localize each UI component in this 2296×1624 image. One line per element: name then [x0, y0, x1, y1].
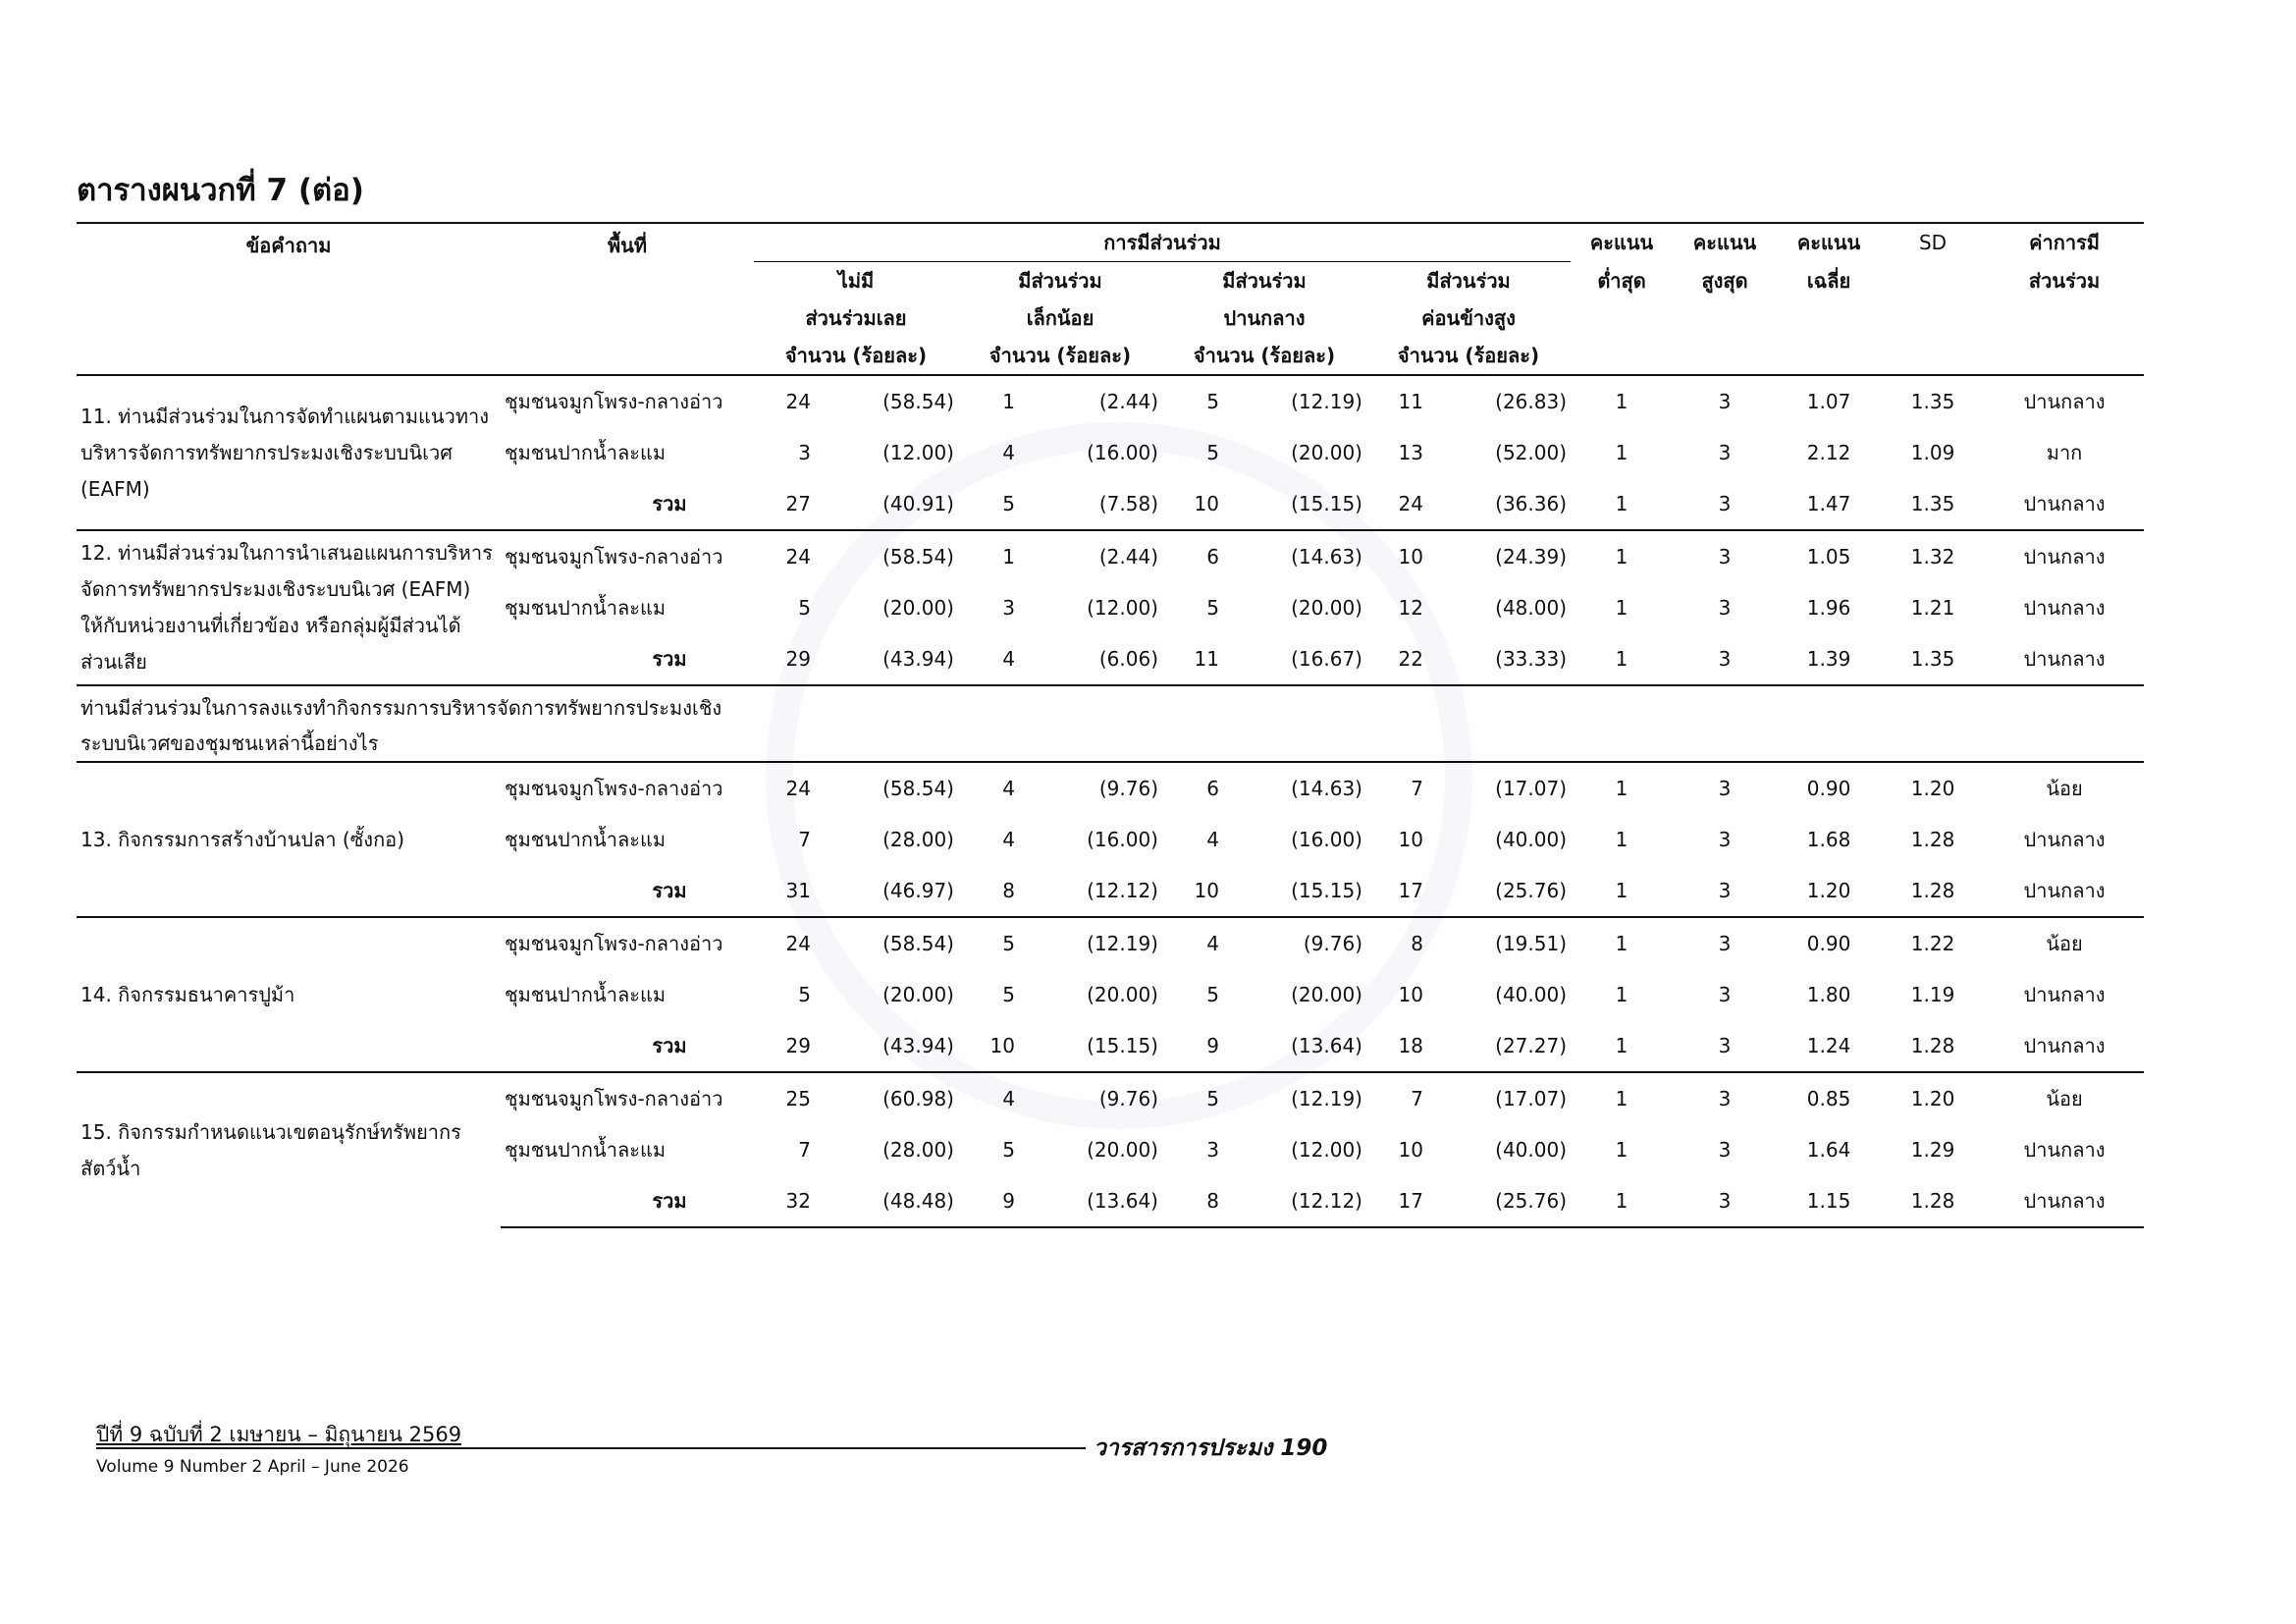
sd-cell: 1.28	[1881, 1175, 1985, 1227]
min-cell: 1	[1615, 828, 1629, 851]
level-cell: ปานกลาง	[1985, 1175, 2144, 1227]
count-cell: 6	[1162, 530, 1223, 582]
min-cell: 1	[1615, 441, 1629, 464]
area-cell: ชุมชนจมูกโพรง-กลางอ่าว	[501, 530, 754, 582]
percent-cell: (46.97)	[882, 879, 954, 902]
count-cell: 4	[958, 762, 1019, 814]
count-cell: 10	[1194, 879, 1219, 902]
max-cell: 3	[1718, 983, 1732, 1006]
sd-cell: 1.19	[1910, 983, 1955, 1006]
area-cell: ชุมชนปากน้ำละแม	[505, 828, 667, 851]
min-cell: 1	[1571, 1072, 1673, 1124]
count-cell: 5	[1162, 375, 1223, 427]
level-cell: น้อย	[1985, 917, 2144, 969]
min-cell: 1	[1615, 1138, 1629, 1162]
level-cell: ปานกลาง	[2023, 647, 2106, 671]
sd-cell: 1.28	[1910, 879, 1955, 902]
sd-cell: 1.35	[1910, 492, 1955, 515]
footer-journal: วารสารการประมง 190	[1094, 1435, 1328, 1461]
percent-cell: (2.44)	[1019, 375, 1162, 427]
question-cell: 13. กิจกรรมการสร้างบ้านปลา (ซั้งกอ)	[77, 762, 501, 917]
count-cell: 4	[1162, 917, 1223, 969]
count-cell: 5	[1206, 596, 1219, 620]
sd-cell: 1.09	[1910, 441, 1955, 464]
min-cell: 1	[1571, 1175, 1673, 1227]
area-cell: ชุมชนปากน้ำละแม	[505, 1138, 667, 1162]
max-cell: 3	[1673, 762, 1777, 814]
count-cell: 4	[1002, 441, 1015, 464]
header-col2-l3: จำนวน (ร้อยละ)	[988, 344, 1132, 367]
count-cell: 17	[1398, 879, 1423, 902]
header-col4-l1: มีส่วนร่วม	[1426, 269, 1511, 293]
percent-cell: (12.12)	[1087, 879, 1158, 902]
percent-cell: (15.15)	[1291, 492, 1362, 515]
percent-cell: (20.00)	[1087, 983, 1158, 1006]
sd-cell: 1.20	[1881, 1072, 1985, 1124]
header-participation: การมีส่วนร่วม	[754, 223, 1571, 262]
level-cell: ปานกลาง	[1985, 375, 2144, 427]
max-cell: 3	[1673, 1072, 1777, 1124]
count-cell: 1	[958, 530, 1019, 582]
percent-cell: (48.00)	[1495, 596, 1568, 620]
percent-cell: (20.00)	[882, 596, 954, 620]
note-text: ท่านมีส่วนร่วมในการลงแรงทำกิจกรรมการบริหารจัดการทรัพยากรประมงเชิงระบบนิเวศของชุมชนเหล่านี้อย่างไร	[80, 696, 722, 755]
percent-cell: (52.00)	[1495, 441, 1568, 464]
header-col4-l3: จำนวน (ร้อยละ)	[1397, 344, 1540, 367]
percent-cell: (12.19)	[1019, 917, 1162, 969]
max-cell: 3	[1718, 1138, 1732, 1162]
area-cell: ชุมชนจมูกโพรง-กลางอ่าว	[501, 375, 754, 427]
count-cell: 31	[785, 879, 811, 902]
percent-cell: (6.06)	[1098, 647, 1158, 671]
count-cell: 1	[958, 375, 1019, 427]
percent-cell: (12.00)	[1087, 596, 1158, 620]
percent-cell: (27.27)	[1495, 1034, 1568, 1057]
area-cell: ชุมชนจมูกโพรง-กลางอ่าว	[501, 762, 754, 814]
count-cell: 11	[1366, 375, 1427, 427]
count-cell: 4	[1206, 828, 1219, 851]
percent-cell: (58.54)	[815, 917, 958, 969]
area-cell: รวม	[652, 647, 687, 671]
percent-cell: (7.58)	[1098, 492, 1158, 515]
percent-cell: (58.54)	[815, 375, 958, 427]
level-cell: ปานกลาง	[2023, 828, 2106, 851]
percent-cell: (40.00)	[1495, 983, 1568, 1006]
percent-cell: (12.00)	[882, 441, 954, 464]
area-cell: ชุมชนจมูกโพรง-กลางอ่าว	[501, 1072, 754, 1124]
mean-cell: 1.68	[1806, 828, 1851, 851]
level-cell: ปานกลาง	[2023, 879, 2106, 902]
count-cell: 5	[1002, 492, 1015, 515]
percent-cell: (20.00)	[1087, 1138, 1158, 1162]
header-mean-l2: เฉลี่ย	[1806, 268, 1851, 293]
count-cell: 10	[1398, 828, 1423, 851]
count-cell: 8	[1162, 1175, 1223, 1227]
percent-cell: (14.63)	[1223, 530, 1366, 582]
area-cell: ชุมชนปากน้ำละแม	[505, 983, 667, 1006]
count-cell: 27	[785, 492, 811, 515]
header-max-l1: คะแนน	[1673, 223, 1777, 262]
count-cell: 5	[1162, 1072, 1223, 1124]
count-cell: 12	[1398, 596, 1423, 620]
sd-cell: 1.29	[1910, 1138, 1955, 1162]
header-col1-l2: ส่วนร่วมเลย	[805, 306, 907, 330]
min-cell: 1	[1615, 647, 1629, 671]
sd-cell: 1.32	[1881, 530, 1985, 582]
mean-cell: 1.24	[1806, 1034, 1851, 1057]
count-cell: 10	[1398, 1138, 1423, 1162]
max-cell: 3	[1718, 879, 1732, 902]
max-cell: 3	[1718, 1034, 1732, 1057]
area-cell: ชุมชนจมูกโพรง-กลางอ่าว	[501, 917, 754, 969]
header-col2-l1: มีส่วนร่วม	[1018, 269, 1102, 293]
percent-cell: (15.15)	[1291, 879, 1362, 902]
count-cell: 5	[798, 983, 811, 1006]
table-body-b	[77, 762, 2144, 1227]
percent-cell: (12.00)	[1291, 1138, 1362, 1162]
count-cell: 32	[754, 1175, 815, 1227]
percent-cell: (20.00)	[882, 983, 954, 1006]
count-cell: 10	[1366, 530, 1427, 582]
level-cell: น้อย	[1985, 1072, 2144, 1124]
count-cell: 22	[1398, 647, 1423, 671]
level-cell: น้อย	[1985, 762, 2144, 814]
count-cell: 9	[1206, 1034, 1219, 1057]
header-col2-l2: เล็กน้อย	[1026, 306, 1095, 330]
mean-cell: 0.90	[1777, 917, 1881, 969]
count-cell: 17	[1366, 1175, 1427, 1227]
header-col3-l2: ปานกลาง	[1223, 306, 1306, 330]
sd-cell: 1.35	[1910, 647, 1955, 671]
percent-cell: (9.76)	[1019, 762, 1162, 814]
footer-issue-en: Volume 9 Number 2 April – June 2026	[96, 1457, 409, 1477]
percent-cell: (16.67)	[1291, 647, 1362, 671]
header-mean-l1: คะแนน	[1777, 223, 1881, 262]
header-col1-l1: ไม่มี	[837, 269, 875, 293]
count-cell: 3	[798, 441, 811, 464]
table-row	[77, 762, 2144, 814]
percent-cell: (40.00)	[1495, 1138, 1568, 1162]
percent-cell: (58.54)	[815, 762, 958, 814]
level-cell: ปานกลาง	[1985, 530, 2144, 582]
max-cell: 3	[1718, 441, 1732, 464]
count-cell: 24	[754, 917, 815, 969]
count-cell: 5	[958, 917, 1019, 969]
level-cell: ปานกลาง	[2023, 983, 2106, 1006]
mean-cell: 1.15	[1777, 1175, 1881, 1227]
count-cell: 10	[1398, 983, 1423, 1006]
percent-cell: (15.15)	[1087, 1034, 1158, 1057]
percent-cell: (14.63)	[1223, 762, 1366, 814]
count-cell: 8	[1002, 879, 1015, 902]
percent-cell: (2.44)	[1019, 530, 1162, 582]
table-row	[77, 530, 2144, 582]
count-cell: 18	[1398, 1034, 1423, 1057]
percent-cell: (19.51)	[1427, 917, 1571, 969]
percent-cell: (13.64)	[1019, 1175, 1162, 1227]
header-col3-l3: จำนวน (ร้อยละ)	[1193, 344, 1336, 367]
count-cell: 7	[798, 1138, 811, 1162]
count-cell: 3	[1206, 1138, 1219, 1162]
table-note	[77, 685, 2144, 762]
sd-cell: 1.21	[1910, 596, 1955, 620]
mean-cell: 1.20	[1806, 879, 1851, 902]
header-area: พื้นที่	[501, 223, 754, 375]
max-cell: 3	[1718, 828, 1732, 851]
level-cell: ปานกลาง	[2023, 1138, 2106, 1162]
question-cell: 14. กิจกรรมธนาคารปูม้า	[77, 917, 501, 1072]
mean-cell: 1.47	[1806, 492, 1851, 515]
mean-cell: 2.12	[1806, 441, 1851, 464]
table-header	[77, 223, 2144, 375]
area-cell: รวม	[501, 1175, 754, 1227]
sd-cell: 1.28	[1910, 1034, 1955, 1057]
count-cell: 5	[1002, 983, 1015, 1006]
level-cell: ปานกลาง	[2023, 492, 2106, 515]
level-cell: มาก	[2046, 441, 2083, 464]
percent-cell: (16.00)	[1087, 828, 1158, 851]
percent-cell: (48.48)	[815, 1175, 958, 1227]
percent-cell: (17.07)	[1427, 762, 1571, 814]
percent-cell: (26.83)	[1427, 375, 1571, 427]
count-cell: 4	[958, 1072, 1019, 1124]
percent-cell: (12.19)	[1223, 1072, 1366, 1124]
max-cell: 3	[1673, 1175, 1777, 1227]
count-cell: 24	[1398, 492, 1423, 515]
count-cell: 29	[785, 647, 811, 671]
header-level-l2: ส่วนร่วม	[2028, 268, 2101, 293]
table-body-a	[77, 375, 2144, 685]
sd-cell: 1.35	[1881, 375, 1985, 427]
area-cell: รวม	[652, 492, 687, 515]
header-level-l1: ค่าการมี	[1985, 223, 2144, 262]
min-cell: 1	[1571, 530, 1673, 582]
appendix-table	[77, 222, 2144, 1228]
question-cell: 15. กิจกรรมกำหนดแนวเขตอนุรักษ์ทรัพยากรสัตว์น้ำ	[77, 1072, 501, 1227]
area-cell: ชุมชนปากน้ำละแม	[505, 596, 667, 620]
min-cell: 1	[1615, 596, 1629, 620]
max-cell: 3	[1673, 375, 1777, 427]
percent-cell: (12.12)	[1223, 1175, 1366, 1227]
header-col4-l2: ค่อนข้างสูง	[1421, 306, 1516, 330]
count-cell: 7	[798, 828, 811, 851]
count-cell: 24	[754, 375, 815, 427]
count-cell: 11	[1194, 647, 1219, 671]
count-cell: 25	[754, 1072, 815, 1124]
percent-cell: (16.00)	[1087, 441, 1158, 464]
area-cell: รวม	[652, 1034, 687, 1057]
mean-cell: 1.39	[1806, 647, 1851, 671]
header-question: ข้อคำถาม	[77, 223, 501, 375]
percent-cell: (25.76)	[1427, 1175, 1571, 1227]
max-cell: 3	[1718, 492, 1732, 515]
percent-cell: (28.00)	[882, 1138, 954, 1162]
min-cell: 1	[1571, 917, 1673, 969]
percent-cell: (9.76)	[1223, 917, 1366, 969]
percent-cell: (40.00)	[1495, 828, 1568, 851]
area-cell: รวม	[652, 879, 687, 902]
count-cell: 5	[1206, 983, 1219, 1006]
header-col1-l3: จำนวน (ร้อยละ)	[784, 344, 928, 367]
area-cell: ชุมชนปากน้ำละแม	[505, 441, 667, 464]
mean-cell: 0.85	[1777, 1072, 1881, 1124]
min-cell: 1	[1571, 375, 1673, 427]
min-cell: 1	[1571, 762, 1673, 814]
count-cell: 24	[754, 762, 815, 814]
percent-cell: (28.00)	[882, 828, 954, 851]
table-row	[77, 1072, 2144, 1124]
footer-rule	[96, 1447, 1086, 1449]
percent-cell: (9.76)	[1019, 1072, 1162, 1124]
count-cell: 24	[754, 530, 815, 582]
header-min-l2: ต่ำสุด	[1597, 268, 1646, 293]
sd-cell: 1.28	[1910, 828, 1955, 851]
count-cell: 10	[989, 1034, 1015, 1057]
percent-cell: (25.76)	[1495, 879, 1568, 902]
min-cell: 1	[1615, 879, 1629, 902]
percent-cell: (13.64)	[1291, 1034, 1362, 1057]
count-cell: 13	[1398, 441, 1423, 464]
count-cell: 6	[1162, 762, 1223, 814]
percent-cell: (16.00)	[1291, 828, 1362, 851]
min-cell: 1	[1615, 983, 1629, 1006]
question-cell: 11. ท่านมีส่วนร่วมในการจัดทำแผนตามแนวทางบริหารจัดการทรัพยากรประมงเชิงระบบนิเวศ (EAFM)	[77, 375, 501, 530]
level-cell: ปานกลาง	[2023, 596, 2106, 620]
mean-cell: 1.05	[1777, 530, 1881, 582]
sd-cell: 1.22	[1881, 917, 1985, 969]
count-cell: 8	[1366, 917, 1427, 969]
mean-cell: 0.90	[1777, 762, 1881, 814]
page-title: ตารางผนวกที่ 7 (ต่อ)	[77, 173, 364, 208]
question-cell: 12. ท่านมีส่วนร่วมในการนำเสนอแผนการบริหารจัดการทรัพยากรประมงเชิงระบบนิเวศ (EAFM) ให้กับหน่วยงานที่เกี่ยวข้อง หรือกลุ่มผู้มีส่วนได้ส่วนเสีย	[77, 530, 501, 685]
count-cell: 9	[958, 1175, 1019, 1227]
percent-cell: (20.00)	[1291, 441, 1362, 464]
count-cell: 7	[1366, 1072, 1427, 1124]
percent-cell: (43.94)	[882, 647, 954, 671]
percent-cell: (40.91)	[882, 492, 954, 515]
mean-cell: 1.07	[1777, 375, 1881, 427]
max-cell: 3	[1718, 647, 1732, 671]
footer-issue-th: ปีที่ 9 ฉบับที่ 2 เมษายน – มิถุนายน 2569	[96, 1423, 462, 1446]
count-cell: 5	[1002, 1138, 1015, 1162]
percent-cell: (20.00)	[1291, 596, 1362, 620]
percent-cell: (60.98)	[815, 1072, 958, 1124]
percent-cell: (33.33)	[1495, 647, 1568, 671]
percent-cell: (17.07)	[1427, 1072, 1571, 1124]
mean-cell: 1.80	[1806, 983, 1851, 1006]
count-cell: 4	[1002, 828, 1015, 851]
percent-cell: (20.00)	[1291, 983, 1362, 1006]
percent-cell: (58.54)	[815, 530, 958, 582]
percent-cell: (12.19)	[1223, 375, 1366, 427]
mean-cell: 1.64	[1806, 1138, 1851, 1162]
header-sd: SD	[1881, 223, 1985, 262]
max-cell: 3	[1718, 596, 1732, 620]
percent-cell: (36.36)	[1495, 492, 1568, 515]
mean-cell: 1.96	[1806, 596, 1851, 620]
count-cell: 5	[798, 596, 811, 620]
header-col3-l1: มีส่วนร่วม	[1222, 269, 1307, 293]
sd-cell: 1.20	[1881, 762, 1985, 814]
header-min-l1: คะแนน	[1571, 223, 1673, 262]
level-cell: ปานกลาง	[2023, 1034, 2106, 1057]
count-cell: 29	[785, 1034, 811, 1057]
table-row	[77, 375, 2144, 427]
min-cell: 1	[1615, 492, 1629, 515]
count-cell: 3	[1002, 596, 1015, 620]
count-cell: 4	[1002, 647, 1015, 671]
count-cell: 10	[1194, 492, 1219, 515]
min-cell: 1	[1615, 1034, 1629, 1057]
header-max-l2: สูงสุด	[1701, 268, 1748, 293]
max-cell: 3	[1673, 530, 1777, 582]
table-row	[77, 917, 2144, 969]
count-cell: 7	[1366, 762, 1427, 814]
max-cell: 3	[1673, 917, 1777, 969]
count-cell: 5	[1206, 441, 1219, 464]
percent-cell: (43.94)	[882, 1034, 954, 1057]
percent-cell: (24.39)	[1427, 530, 1571, 582]
